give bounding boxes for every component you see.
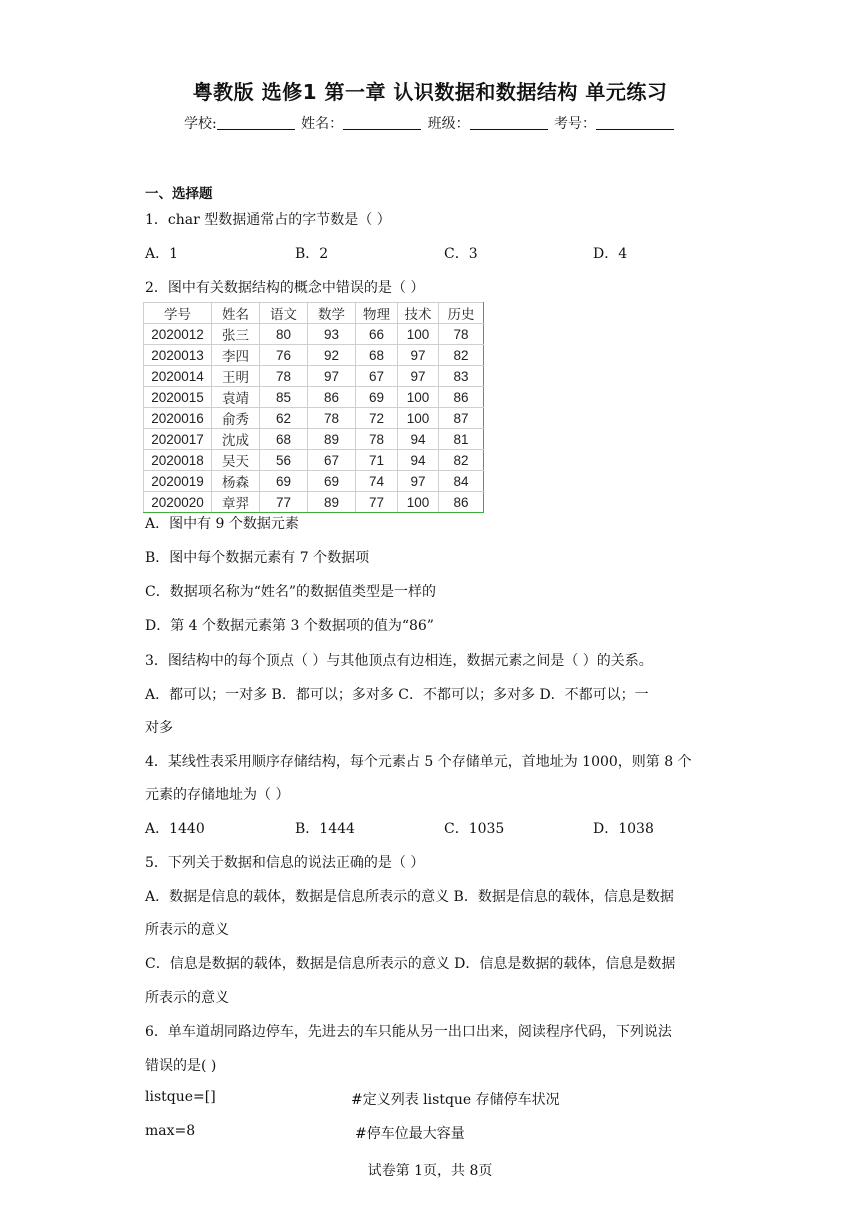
question-4-option-d: D．1038 (593, 821, 654, 837)
table-row (144, 450, 484, 471)
table-cell: 85 (260, 387, 308, 408)
question-3-options-line-2: 对多 (145, 720, 173, 736)
table-cell: 66 (356, 324, 398, 345)
score-table (143, 302, 484, 513)
table-cell: 2020013 (144, 345, 212, 366)
table-cell: 2020019 (144, 471, 212, 492)
code-line-2: max=8 (145, 1123, 196, 1139)
table-cell: 97 (398, 366, 439, 387)
table-cell: 69 (308, 471, 356, 492)
table-cell: 100 (398, 387, 439, 408)
table-cell: 84 (439, 471, 484, 492)
question-2-stem: 2．图中有关数据结构的概念中错误的是（ ） (145, 280, 425, 296)
table-cell: 王明 (212, 366, 260, 387)
table-cell: 97 (398, 471, 439, 492)
table-row (144, 471, 484, 492)
table-cell: 杨森 (212, 471, 260, 492)
table-cell: 81 (439, 429, 484, 450)
question-1-option-d: D．4 (593, 246, 628, 262)
table-cell: 章羿 (212, 492, 260, 513)
table-cell: 86 (439, 387, 484, 408)
question-3-stem: 3．图结构中的每个顶点（ ）与其他顶点有边相连，数据元素之间是（ ）的关系。 (145, 653, 653, 669)
question-5-line-1: A．数据是信息的载体，数据是信息所表示的意义 B．数据是信息的载体，信息是数据 (145, 889, 674, 905)
table-cell: 2020016 (144, 408, 212, 429)
table-header-cell: 姓名 (212, 303, 260, 324)
table-cell: 89 (308, 492, 356, 513)
question-5-stem: 5．下列关于数据和信息的说法正确的是（ ） (145, 855, 425, 871)
table-cell: 2020012 (144, 324, 212, 345)
table-cell: 82 (439, 345, 484, 366)
table-cell: 62 (260, 408, 308, 429)
table-cell: 78 (356, 429, 398, 450)
question-4-option-c: C．1035 (444, 821, 505, 837)
question-4-stem-line-2: 元素的存储地址为（ ） (145, 787, 290, 803)
class-label: 班级： (427, 116, 470, 132)
table-cell: 68 (356, 345, 398, 366)
table-row (144, 408, 484, 429)
table-header-cell: 数学 (308, 303, 356, 324)
name-blank[interactable] (343, 115, 421, 130)
page-footer: 试卷第 1页，共 8页 (367, 1163, 493, 1179)
table-cell: 77 (356, 492, 398, 513)
question-2-option-c: C．数据项名称为“姓名”的数据值类型是一样的 (145, 584, 437, 600)
table-cell: 74 (356, 471, 398, 492)
table-cell: 俞秀 (212, 408, 260, 429)
school-label: 学校: (183, 116, 217, 132)
name-label: 姓名： (301, 116, 344, 132)
table-cell: 67 (356, 366, 398, 387)
table-cell: 100 (398, 324, 439, 345)
table-cell: 82 (439, 450, 484, 471)
table-cell: 68 (260, 429, 308, 450)
table-row (144, 324, 484, 345)
table-cell: 76 (260, 345, 308, 366)
table-cell: 69 (260, 471, 308, 492)
table-cell: 2020017 (144, 429, 212, 450)
question-4-option-a: A．1440 (145, 821, 205, 837)
table-cell: 78 (439, 324, 484, 345)
question-6-stem-line-1: 6．单车道胡同路边停车，先进去的车只能从另一出口出来，阅读程序代码，下列说法 (145, 1024, 672, 1040)
table-header-cell: 历史 (439, 303, 484, 324)
question-3-options-line-1: A．都可以；一对多 B．都可以；多对多 C．不都可以；多对多 D．不都可以；一 (145, 687, 649, 703)
table-cell: 69 (356, 387, 398, 408)
code-comment-2: #停车位最大容量 (355, 1126, 465, 1142)
question-5-line-3: C．信息是数据的载体，数据是信息所表示的意义 D．信息是数据的载体，信息是数据 (145, 956, 676, 972)
table-cell: 78 (308, 408, 356, 429)
code-line-1: listque=[] (145, 1089, 216, 1105)
school-blank[interactable] (217, 115, 295, 130)
table-row (144, 429, 484, 450)
table-header-cell: 学号 (144, 303, 212, 324)
table-cell: 92 (308, 345, 356, 366)
table-cell: 2020020 (144, 492, 212, 513)
table-cell: 吴天 (212, 450, 260, 471)
table-header-cell: 物理 (356, 303, 398, 324)
question-1-stem: 1．char 型数据通常占的字节数是（ ） (145, 212, 391, 228)
question-1-option-c: C．3 (444, 246, 478, 262)
table-cell: 沈成 (212, 429, 260, 450)
table-cell: 78 (260, 366, 308, 387)
code-comment-1: #定义列表 listque 存储停车状况 (351, 1092, 560, 1108)
table-cell: 100 (398, 408, 439, 429)
table-cell: 71 (356, 450, 398, 471)
table-cell: 93 (308, 324, 356, 345)
exam-title: 粤教版 选修1 第一章 认识数据和数据结构 单元练习 (192, 80, 668, 104)
table-header-cell: 技术 (398, 303, 439, 324)
question-2-option-b: B．图中每个数据元素有 7 个数据项 (145, 550, 370, 566)
question-4-stem-line-1: 4．某线性表采用顺序存储结构，每个元素占 5 个存储单元，首地址为 1000，则第 8 个 (145, 754, 692, 770)
table-cell: 89 (308, 429, 356, 450)
question-2-option-a: A．图中有 9 个数据元素 (145, 516, 299, 532)
table-row (144, 345, 484, 366)
question-1-option-b: B．2 (295, 246, 329, 262)
question-2-option-d: D．第 4 个数据元素第 3 个数据项的值为“86” (145, 618, 434, 634)
table-cell: 86 (308, 387, 356, 408)
class-blank[interactable] (470, 115, 548, 130)
question-5-line-4: 所表示的意义 (145, 990, 229, 1006)
question-5-line-2: 所表示的意义 (145, 922, 229, 938)
table-cell: 2020018 (144, 450, 212, 471)
table-cell: 94 (398, 450, 439, 471)
table-cell: 72 (356, 408, 398, 429)
table-cell: 100 (398, 492, 439, 513)
table-cell: 56 (260, 450, 308, 471)
table-cell: 97 (308, 366, 356, 387)
table-cell: 94 (398, 429, 439, 450)
table-cell: 86 (439, 492, 484, 513)
table-row (144, 492, 484, 513)
table-cell: 77 (260, 492, 308, 513)
exam-no-label: 考号： (554, 116, 597, 132)
table-cell: 67 (308, 450, 356, 471)
student-info-line (0, 113, 860, 133)
table-cell: 2020015 (144, 387, 212, 408)
question-1-option-a: A．1 (145, 246, 179, 262)
table-header-row (144, 303, 484, 324)
table-cell: 97 (398, 345, 439, 366)
table-row (144, 366, 484, 387)
section-heading: 一、选择题 (145, 186, 213, 202)
table-cell: 87 (439, 408, 484, 429)
exam-no-blank[interactable] (596, 115, 674, 130)
question-6-stem-line-2: 错误的是( ) (145, 1058, 217, 1074)
table-cell: 袁靖 (212, 387, 260, 408)
table-row (144, 387, 484, 408)
table-cell: 张三 (212, 324, 260, 345)
table-cell: 80 (260, 324, 308, 345)
table-header-cell: 语文 (260, 303, 308, 324)
table-cell: 李四 (212, 345, 260, 366)
table-cell: 83 (439, 366, 484, 387)
question-4-option-b: B．1444 (295, 821, 355, 837)
table-cell: 2020014 (144, 366, 212, 387)
